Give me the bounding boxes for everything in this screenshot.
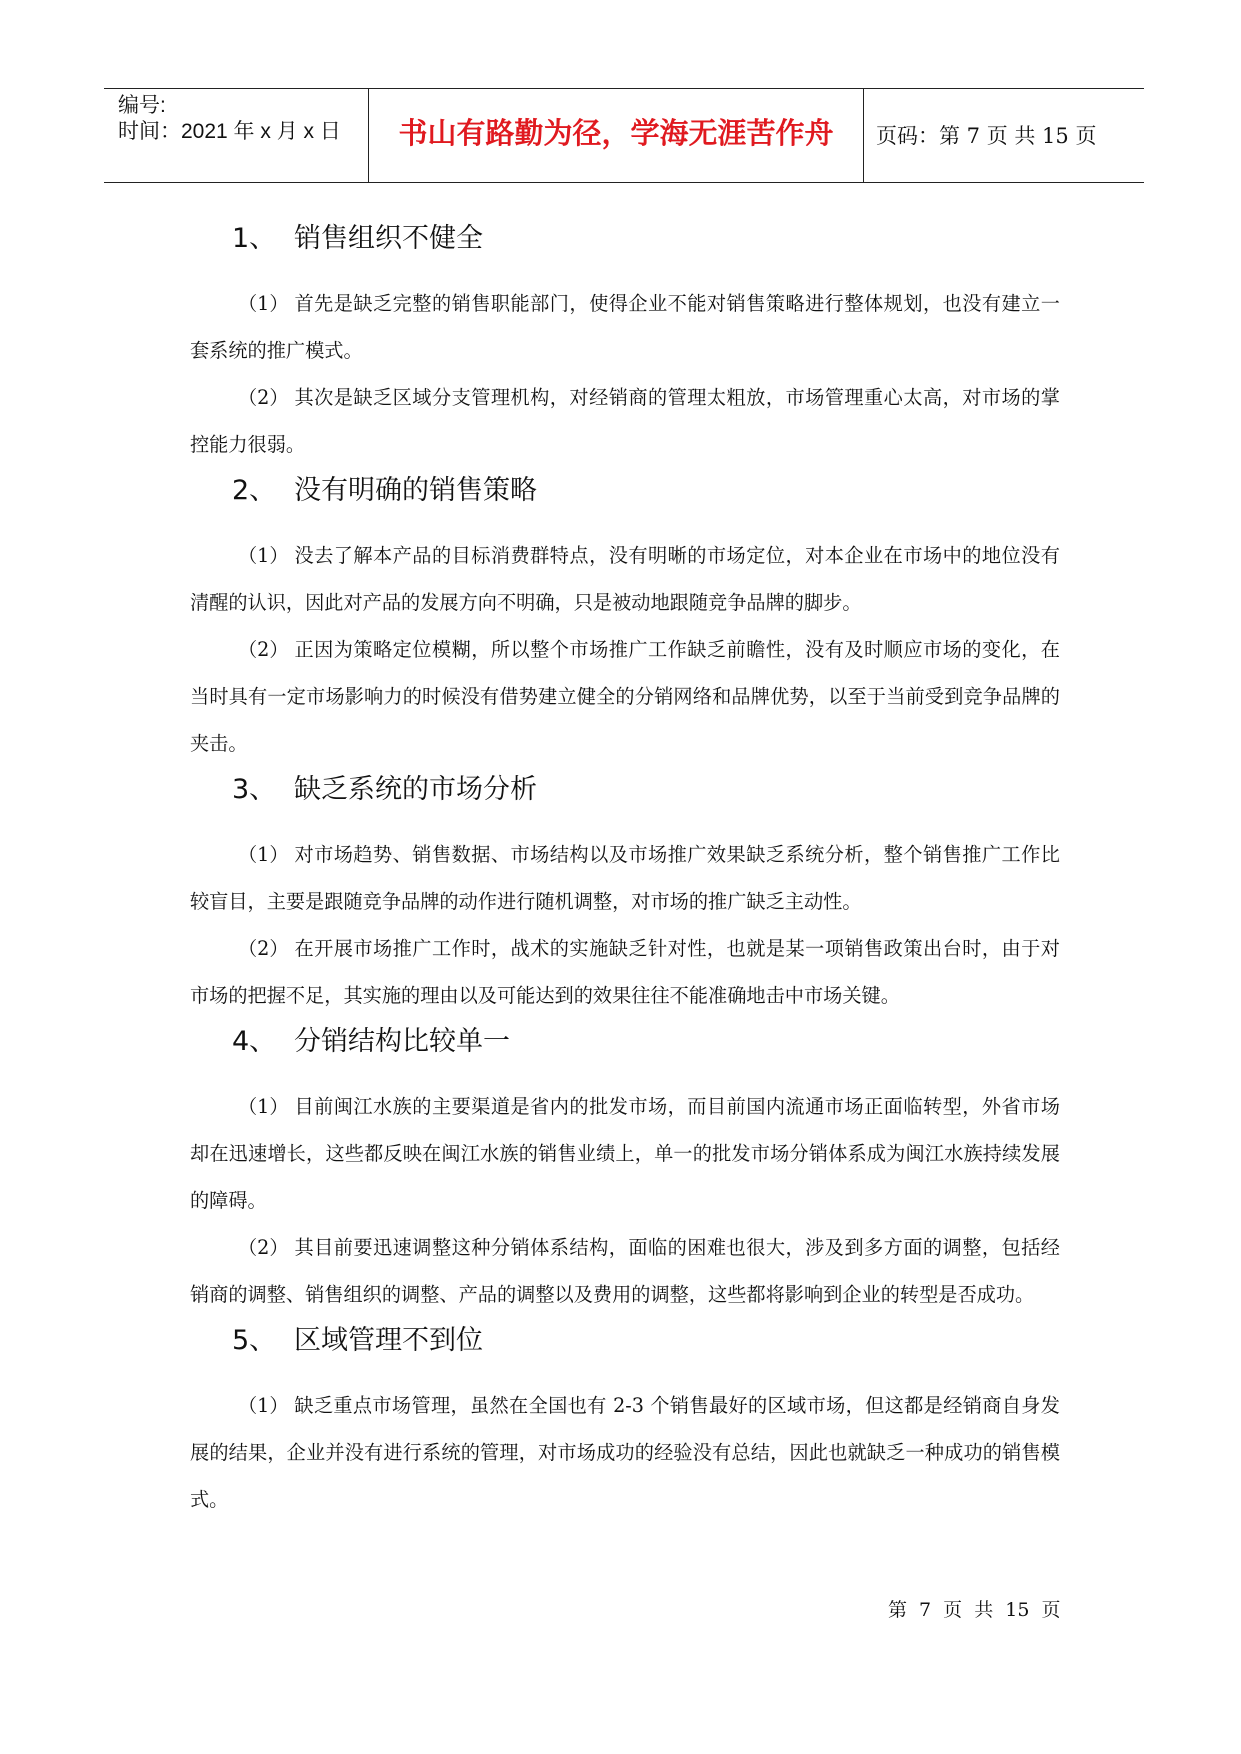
- paragraph-text: 没去了解本产品的目标消费群特点，没有明晰的市场定位，对本企业在市场中的地位没有清醒的认识，因此对产品的发展方向不明确，只是被动地跟随竞争品牌的脚步。: [190, 544, 1060, 614]
- paragraph-number: （2）: [238, 937, 289, 960]
- section-heading: [232, 222, 1060, 256]
- section-2: [190, 474, 1060, 767]
- paragraph-text: 缺乏重点市场管理，虽然在全国也有 2-3 个销售最好的区域市场，但这都是经销商自身发展的结果，企业并没有进行系统的管理，对市场成功的经验没有总结，因此也就缺乏一种成功的销售模式。: [190, 1394, 1060, 1511]
- paragraph-number: （1）: [238, 544, 289, 567]
- section-heading: [232, 474, 1060, 508]
- section-number: 4、: [232, 1026, 277, 1057]
- paragraph-text: 目前闽江水族的主要渠道是省内的批发市场，而目前国内流通市场正面临转型，外省市场却在迅速增长，这些都反映在闽江水族的销售业绩上，单一的批发市场分销体系成为闽江水族持续发展的障碍。: [190, 1095, 1060, 1212]
- header-motto: 书山有路勤为径，学海无涯苦作舟: [398, 116, 834, 150]
- section-title: 区域管理不到位: [294, 1325, 483, 1356]
- paragraph: [190, 626, 1060, 767]
- page-header: [104, 88, 1144, 183]
- paragraph-number: （1）: [238, 1394, 289, 1417]
- document-number-label: 编号:: [118, 94, 166, 117]
- section-number: 2、: [232, 475, 277, 506]
- paragraph: [190, 1083, 1060, 1224]
- header-motto-cell: [369, 89, 864, 182]
- document-time-label: 时间：2021 年 x 月 x 日: [118, 120, 341, 143]
- header-page-code: 页码：第 7 页 共 15 页: [876, 124, 1097, 148]
- section-title: 没有明确的销售策略: [294, 475, 537, 506]
- section-title: 缺乏系统的市场分析: [294, 774, 537, 805]
- paragraph-number: （2）: [238, 638, 289, 661]
- section-3: [190, 773, 1060, 1019]
- section-heading: [232, 773, 1060, 807]
- section-heading: [232, 1324, 1060, 1358]
- section-4: [190, 1025, 1060, 1318]
- paragraph-text: 正因为策略定位模糊，所以整个市场推广工作缺乏前瞻性，没有及时顺应市场的变化，在当时具有一定市场影响力的时候没有借势建立健全的分销网络和品牌优势，以至于当前受到竞争品牌的夹击。: [190, 638, 1060, 755]
- paragraph: [190, 374, 1060, 468]
- paragraph: [190, 925, 1060, 1019]
- header-page-cell: [864, 89, 1144, 182]
- paragraph: [190, 280, 1060, 374]
- paragraph-text: 对市场趋势、销售数据、市场结构以及市场推广效果缺乏系统分析，整个销售推广工作比较盲目，主要是跟随竞争品牌的动作进行随机调整，对市场的推广缺乏主动性。: [190, 843, 1060, 913]
- section-1: [190, 222, 1060, 468]
- section-title: 分销结构比较单一: [294, 1026, 510, 1057]
- paragraph: [190, 532, 1060, 626]
- header-info-cell: [104, 89, 369, 182]
- paragraph: [190, 1224, 1060, 1318]
- paragraph-number: （1）: [238, 843, 289, 866]
- document-body: [190, 222, 1060, 1523]
- paragraph-text: 其次是缺乏区域分支管理机构，对经销商的管理太粗放，市场管理重心太高，对市场的掌控能力很弱。: [190, 386, 1060, 456]
- paragraph: [190, 831, 1060, 925]
- paragraph-text: 首先是缺乏完整的销售职能部门，使得企业不能对销售策略进行整体规划，也没有建立一套系统的推广模式。: [190, 292, 1060, 362]
- paragraph-text: 其目前要迅速调整这种分销体系结构，面临的困难也很大，涉及到多方面的调整，包括经销商的调整、销售组织的调整、产品的调整以及费用的调整，这些都将影响到企业的转型是否成功。: [190, 1236, 1060, 1306]
- paragraph-number: （2）: [238, 1236, 289, 1259]
- section-5: [190, 1324, 1060, 1523]
- page-footer: 第 7 页 共 15 页: [888, 1599, 1061, 1621]
- paragraph-number: （1）: [238, 1095, 289, 1118]
- section-number: 5、: [232, 1325, 277, 1356]
- paragraph-number: （1）: [238, 292, 289, 315]
- paragraph: [190, 1382, 1060, 1523]
- section-title: 销售组织不健全: [294, 223, 483, 254]
- section-heading: [232, 1025, 1060, 1059]
- paragraph-text: 在开展市场推广工作时，战术的实施缺乏针对性，也就是某一项销售政策出台时，由于对市场的把握不足，其实施的理由以及可能达到的效果往往不能准确地击中市场关键。: [190, 937, 1060, 1007]
- paragraph-number: （2）: [238, 386, 289, 409]
- section-number: 3、: [232, 774, 277, 805]
- section-number: 1、: [232, 223, 277, 254]
